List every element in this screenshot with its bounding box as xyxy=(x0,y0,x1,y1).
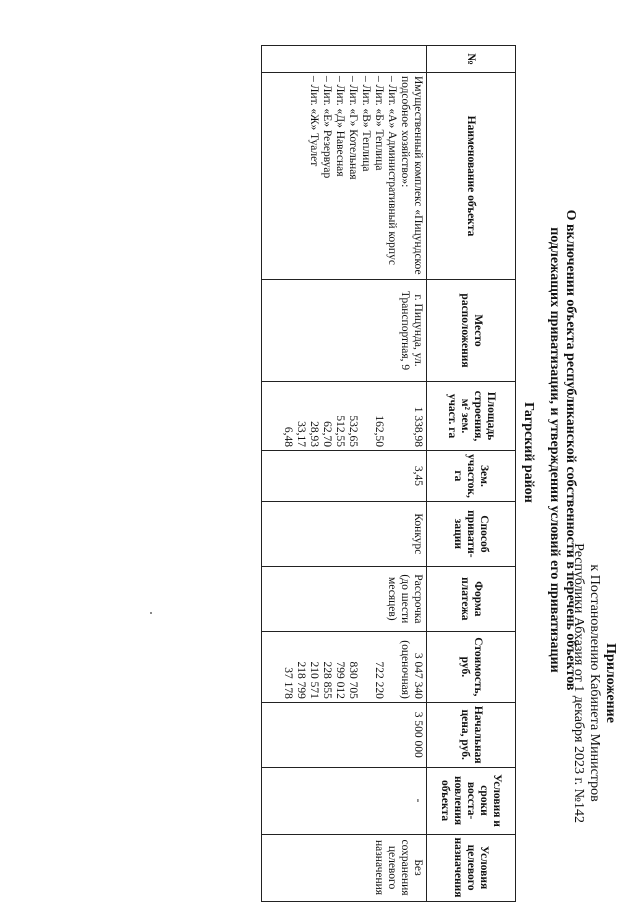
cost-value: 218 799 xyxy=(295,661,307,699)
header-payment: Форма платежа xyxy=(427,566,516,631)
list-item: – Лит. «Г» Котельная xyxy=(347,76,359,180)
table-row xyxy=(262,46,427,902)
cost-value: 830 705 xyxy=(347,661,359,699)
scan-speck xyxy=(150,612,152,614)
cell-start-price: 3 500 000 xyxy=(262,702,427,767)
cell-land: 3,45 xyxy=(262,451,427,502)
privatization-table xyxy=(261,45,516,902)
area-total: 1 338,98 xyxy=(412,406,424,447)
cell-location: г. Пицунда, ул. Транспортная, 9 xyxy=(262,280,427,382)
area-value: 33,17 xyxy=(295,421,307,447)
object-name: Имущественный комплекс «Пицундское подсобное хозяйство»: xyxy=(399,76,424,275)
header-land: Зем. участок, га xyxy=(427,451,516,502)
area-value: 512,55 xyxy=(334,415,346,447)
cell-purpose: Без сохранения целевого назначения xyxy=(262,834,427,901)
list-item: – Лит. «Д» Навесная xyxy=(334,76,346,177)
cell-name xyxy=(262,73,427,280)
area-value: 532,65 xyxy=(347,415,359,447)
cell-cost xyxy=(262,631,427,702)
document-title xyxy=(546,130,578,770)
header-restoration: Условия и сроки восста-новления объекта xyxy=(427,767,516,834)
list-item: – Лит. «В» Теплица xyxy=(360,76,372,172)
title-line-2: подлежащих приватизации, и утверждении условий его приватизации xyxy=(547,227,562,673)
cost-value: 228 855 xyxy=(321,661,333,699)
title-line-1: О включении объекта республиканской собственности в перечень объектов xyxy=(563,209,578,691)
header-name: Наименование объекта xyxy=(427,73,516,280)
list-item: – Лит. «Е» Резервуар xyxy=(321,76,333,179)
cost-value: 799 012 xyxy=(334,661,346,699)
region-heading: Гагрский район xyxy=(521,402,536,503)
cell-num xyxy=(262,46,427,73)
cost-value: 722 220 xyxy=(373,661,385,699)
header-decree: к Постановлению Кабинета Министров xyxy=(587,564,602,802)
header-num: № xyxy=(427,46,516,73)
table-header-row xyxy=(427,46,516,902)
cell-area xyxy=(262,382,427,451)
header-cost: Стоимость, руб. xyxy=(427,631,516,702)
cost-value: 210 571 xyxy=(308,661,320,699)
header-area: Площадь строения, м² зем. участ. га xyxy=(427,382,516,451)
header-start-price: Начальная цена, руб. xyxy=(427,702,516,767)
cost-value: 37 178 xyxy=(282,667,294,699)
list-item: – Лит. «А» Административный корпус xyxy=(386,76,398,265)
cell-restoration: - xyxy=(262,767,427,834)
list-item: – Лит. «Ж» Туалет xyxy=(308,76,320,167)
area-value: 28,93 xyxy=(308,421,320,447)
header-method: Способ привати-зации xyxy=(427,501,516,566)
header-location: Место расположения xyxy=(427,280,516,382)
header-appendix: Приложение xyxy=(603,643,618,723)
area-value: 162,50 xyxy=(373,415,385,447)
area-value: 6,48 xyxy=(282,426,294,447)
list-item: – Лит. «Б» Теплица xyxy=(373,76,385,171)
cell-payment: Рассрочка (до шести месяцев) xyxy=(262,566,427,631)
cost-total: 3 047 340 (оценочная) xyxy=(399,640,424,699)
area-value: 62,70 xyxy=(321,421,333,447)
header-purpose: Условия целевого назначения xyxy=(427,834,516,901)
header-date: Республики Абхазия от 1 декабря 2023 г. №142 xyxy=(571,543,586,823)
cell-method: Конкурс xyxy=(262,501,427,566)
